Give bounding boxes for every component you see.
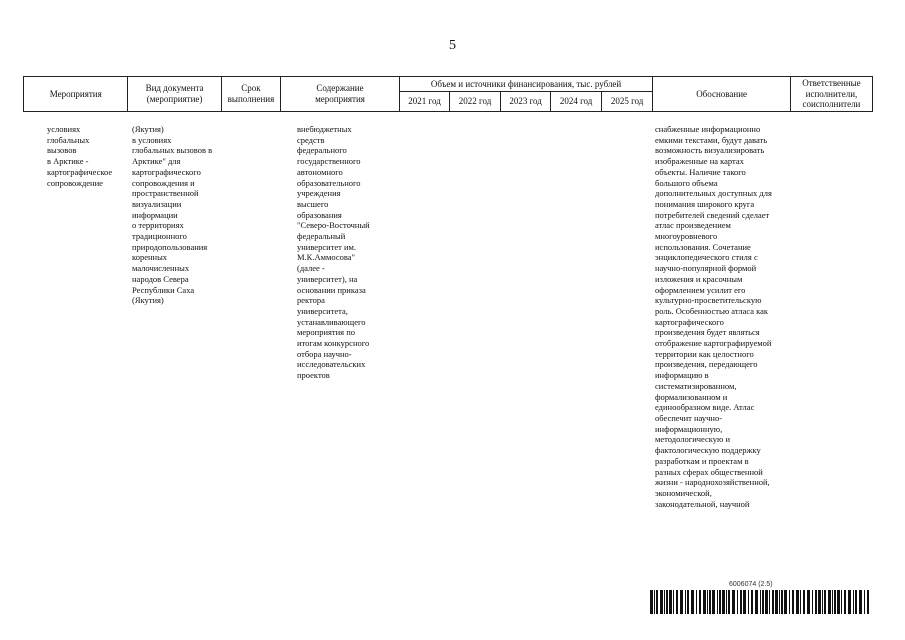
header-events: Мероприятия: [24, 77, 128, 112]
header-justification: Обоснование: [653, 77, 791, 112]
cell-justification: снабженные информационно емкими текстами, будут давать возможность визуализировать изображенные на картах объекты. Наличие такого большого объема дополнительных доступных для понимания широкого круга потребителей сведений сделает атлас произведением многоуровневого использования. Сочетание энциклопедического стиля с научно-популярной формой изложения и красочным оформлением усилит его культурно-просветительскую роль. Особенностью атласа как картографического произведения будет являться отображение картографируемой территории как целостного произведения, передающего информацию в систематизированном, формализованном и единообразном виде. Атлас обеспечит научно- информационную, методологическую и фактологическую поддержку разработкам и проектам в разных сферах общественной жизни - народнохозяйственной, экономической, законодательной, научной: [655, 124, 772, 509]
header-year: 2024 год: [551, 91, 602, 111]
table-header: [23, 76, 873, 112]
header-year: 2021 год: [399, 91, 450, 111]
header-year: 2025 год: [601, 91, 652, 111]
page-number: 5: [449, 38, 456, 53]
header-deadline: Срок выполнения: [221, 77, 281, 112]
barcode-icon: [650, 590, 872, 614]
barcode-number: 6006074 (2.5): [729, 581, 773, 588]
header-doc-type: Вид документа (мероприятие): [128, 77, 221, 112]
header-year: 2023 год: [500, 91, 551, 111]
cell-doc-type: (Якутия) в условиях глобальных вызовов в Арктике" для картографического сопровождения и пространственной визуализации информации о территориях традиционного природопользования коренных малочисленных народов Севера Республики Саха (Якутия): [132, 124, 213, 306]
cell-events: условиях глобальных вызовов в Арктике - картографическое сопровождение: [47, 124, 113, 188]
cell-content: внебюджетных средств федерального государственного автономного образовательного учреждения высшего образования "Северо-Восточный федеральный университет им. М.К.Аммосова" (далее - университет), на основании приказа ректора университета, устанавливающего мероприятия по итогам конкурсного отбора научно- исследовательских проектов: [297, 124, 370, 381]
header-content: Содержание мероприятия: [281, 77, 400, 112]
header-funding: Объем и источники финансирования, тыс. рублей: [399, 77, 653, 92]
header-year: 2022 год: [450, 91, 501, 111]
header-responsible: Ответственные исполнители, соисполнители: [790, 77, 872, 112]
